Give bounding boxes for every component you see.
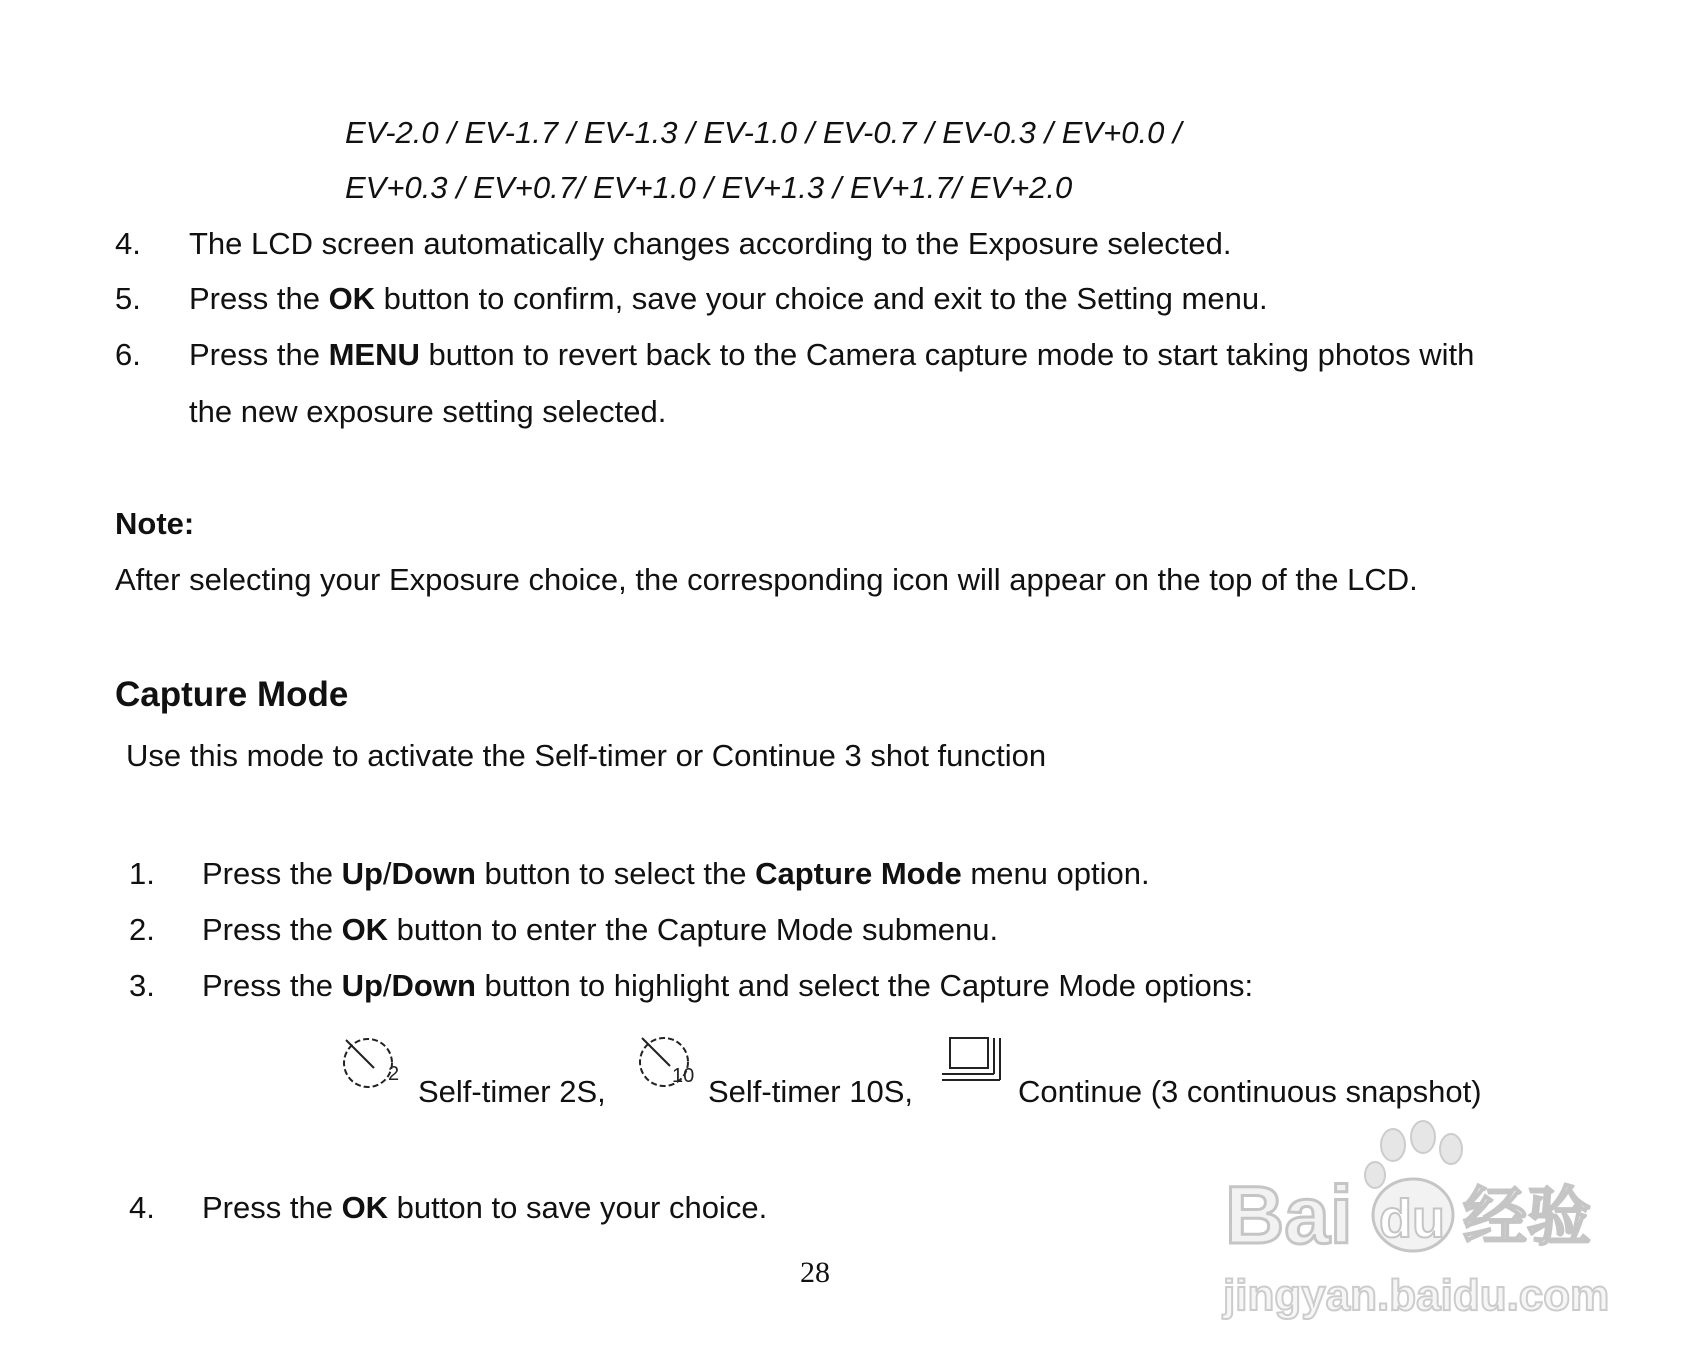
svg-text:10: 10 xyxy=(672,1065,695,1087)
ok-button-label: OK xyxy=(328,281,376,316)
step-number: 5. xyxy=(115,281,141,316)
option-label: Self-timer 2S, xyxy=(418,1074,606,1109)
svg-text:du: du xyxy=(1379,1189,1445,1249)
section-heading: Capture Mode xyxy=(115,675,349,714)
step-text: Press the Up/Down button to highlight and select the Capture Mode options: xyxy=(202,968,1254,1003)
self-timer-2s-icon xyxy=(340,1032,410,1094)
section-intro: Use this mode to activate the Self-timer or Continue 3 shot function xyxy=(126,738,1047,773)
page-number: 28 xyxy=(800,1256,830,1289)
step-text-continued: the new exposure setting selected. xyxy=(189,394,667,429)
step-text: Press the OK button to save your choice. xyxy=(202,1190,768,1225)
svg-text:2: 2 xyxy=(388,1063,400,1085)
menu-button-label: MENU xyxy=(328,337,420,372)
option-label: Continue (3 continuous snapshot) xyxy=(1018,1074,1482,1109)
step-number: 4. xyxy=(129,1190,155,1225)
step-number: 2. xyxy=(129,912,155,947)
svg-text:Bai: Bai xyxy=(1225,1170,1353,1261)
option-label: Self-timer 10S, xyxy=(708,1074,914,1109)
ev-values-line-1: EV-2.0 / EV-1.7 / EV-1.3 / EV-1.0 / EV-0.7 / EV-0.3 / EV+0.0 / xyxy=(345,115,1182,150)
step-text: Press the Up/Down button to select the Capture Mode menu option. xyxy=(202,856,1150,891)
step-number: 3. xyxy=(129,968,155,1003)
ev-values-line-2: EV+0.3 / EV+0.7/ EV+1.0 / EV+1.3 / EV+1.7/ EV+2.0 xyxy=(345,170,1073,205)
step-text: Press the OK button to confirm, save your choice and exit to the Setting menu. xyxy=(189,281,1268,316)
step-number: 4. xyxy=(115,226,141,261)
svg-text:jingyan.baidu.com: jingyan.baidu.com xyxy=(1223,1271,1610,1320)
note-text: After selecting your Exposure choice, the corresponding icon will appear on the top of the LCD. xyxy=(115,562,1418,597)
step-text: Press the MENU button to revert back to the Camera capture mode to start taking photos with xyxy=(189,337,1475,372)
step-number: 1. xyxy=(129,856,155,891)
continuous-shot-icon xyxy=(940,1034,1010,1094)
note-heading: Note: xyxy=(115,506,195,541)
step-text: The LCD screen automatically changes according to the Exposure selected. xyxy=(189,226,1232,261)
step-number: 6. xyxy=(115,337,141,372)
self-timer-10s-icon xyxy=(634,1032,704,1094)
step-text: Press the OK button to enter the Capture Mode submenu. xyxy=(202,912,999,947)
svg-text:经验: 经验 xyxy=(1463,1181,1591,1255)
baidu-watermark-logo xyxy=(1215,1115,1625,1325)
